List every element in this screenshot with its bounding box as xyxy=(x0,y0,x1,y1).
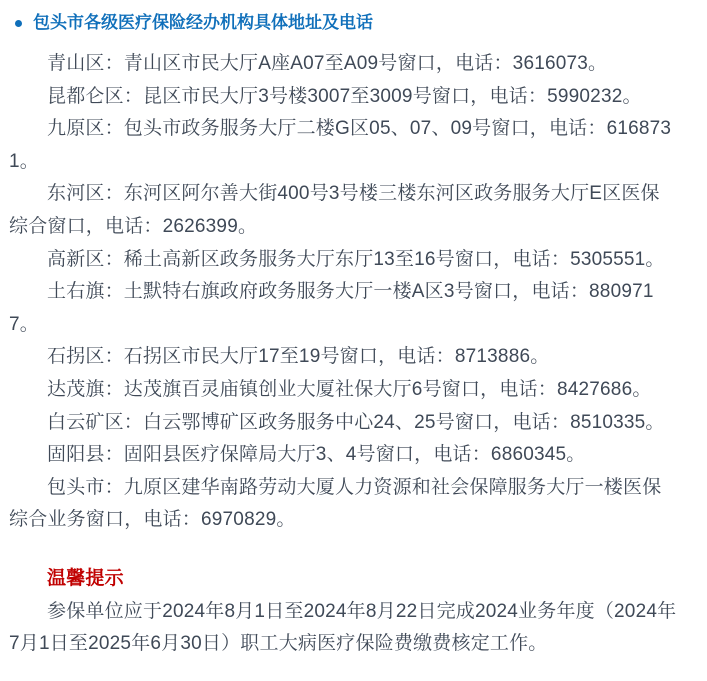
section-heading-text: 包头市各级医疗保险经办机构具体地址及电话 xyxy=(33,13,373,32)
section-heading xyxy=(15,12,677,34)
bullet-icon xyxy=(15,20,22,27)
directory-entry: 高新区：稀土高新区政务服务大厅东厅13至16号窗口，电话：5305551。 xyxy=(47,248,665,270)
directory-entry: 青山区：青山区市民大厅A座A07至A09号窗口，电话：3616073。 xyxy=(47,53,608,74)
directory-entry: 固阳县：固阳县医疗保障局大厅3、4号窗口，电话：6860345。 xyxy=(47,444,586,466)
directory-entry: 白云矿区：白云鄂博矿区政务服务中心24、25号窗口，电话：8510335。 xyxy=(47,411,665,433)
directory-entry: 九原区：包头市政务服务大厅二楼G区05、07、09号窗口，电话：6168731。 xyxy=(9,118,672,172)
directory-entry: 东河区：东河区阿尔善大街400号3号楼三楼东河区政务服务大厅E区医保综合窗口，电话：2626399。 xyxy=(9,183,660,237)
directory-entry: 石拐区：石拐区市民大厅17至19号窗口，电话：8713886。 xyxy=(47,346,550,368)
directory-entry: 昆都仑区：昆区市民大厅3号楼3007至3009号窗口，电话：5990232。 xyxy=(47,85,642,107)
directory-entry: 达茂旗：达茂旗百灵庙镇创业大厦社保大厅6号窗口，电话：8427686。 xyxy=(47,378,652,400)
directory-entry: 包头市：九原区建华南路劳动大厦人力资源和社会保障服务大厅一楼医保综合业务窗口，电话：6970829。 xyxy=(9,476,662,531)
notice-title: 温馨提示 xyxy=(47,567,124,589)
directory-entry: 土右旗：土默特右旗政府政务服务大厅一楼A区3号窗口，电话：8809717。 xyxy=(9,281,654,335)
notice-body: 参保单位应于2024年8月1日至2024年8月22日完成2024业务年度（2024年7月1日至2025年6月30日）职工大病医疗保险费缴费核定工作。 xyxy=(9,600,677,655)
directory-list xyxy=(9,48,677,537)
